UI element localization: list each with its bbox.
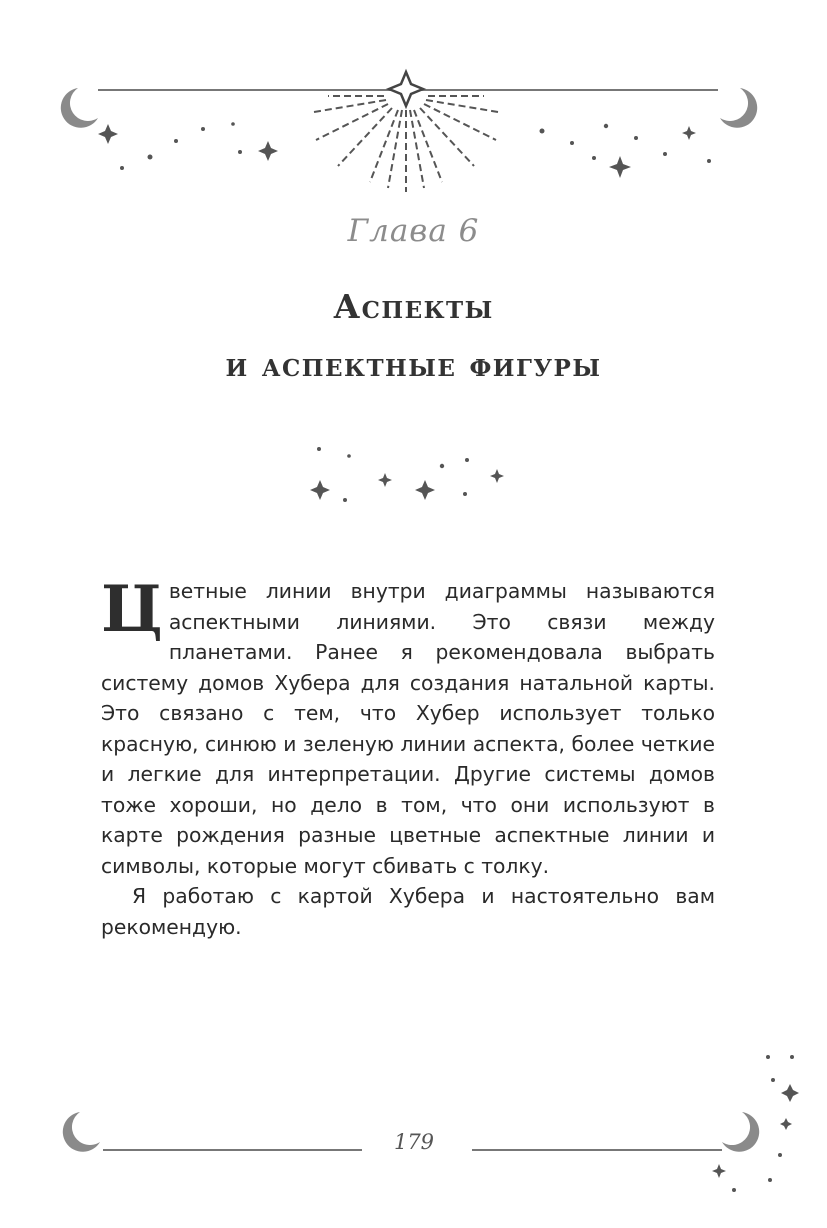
title-line-2: и аспектные фигуры: [225, 345, 602, 384]
page-number: 179: [393, 1130, 435, 1154]
paragraph-2: Я работаю с картой Хубера и настоятельно вам рекомендую.: [101, 884, 715, 939]
bottom-right-crescent-moon-icon: [722, 1112, 759, 1152]
drop-cap: Ц: [101, 572, 163, 647]
bottom-left-crescent-moon-icon: [63, 1112, 100, 1152]
title-line-1: Аспекты: [333, 287, 494, 326]
chapter-label: Глава 6: [347, 213, 480, 249]
paragraph-1-text: ветные линии внутри диаграммы называются аспектными линиями. Это связи между планетами. Ранее я рекомендовала выбрать систему домов Хубера для создания натальной карты. Это связано с тем, что Хубер использует только красную, синюю и зеленую линии аспекта, более четкие и легкие для интерпретации. Другие системы домов тоже хороши, но дело в том, что они используют в карте рождения разные цветные аспектные линии и символы, которые могут сбивать с толку.: [101, 579, 715, 878]
